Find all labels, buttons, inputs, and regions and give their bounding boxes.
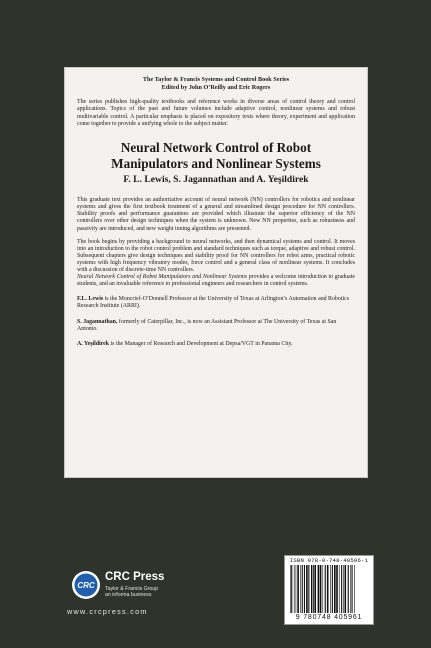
- barcode-bar: [313, 565, 314, 613]
- barcode-bar: [334, 565, 336, 613]
- author-bio-text: formerly of Caterpillar, Inc., is now an Assistant Professor at The University of Texas at San Antonio.: [77, 318, 337, 332]
- series-title: The Taylor & Francis Systems and Control Book Series: [142, 76, 290, 83]
- barcode-bar: [323, 565, 324, 613]
- barcode-bar: [306, 565, 308, 613]
- isbn-label: ISBN 978-0-748-40596-1: [289, 557, 369, 564]
- barcode-bar: [311, 565, 312, 613]
- barcode-bar: [318, 565, 320, 613]
- barcode-bar: [304, 565, 305, 613]
- barcode-bar: [339, 565, 340, 613]
- svg-text:CRC: CRC: [77, 581, 95, 590]
- barcode-bar: [350, 565, 351, 613]
- crc-press-logo: [71, 570, 191, 604]
- barcode-bar: [291, 565, 292, 613]
- barcode-bar: [341, 565, 342, 613]
- description-paragraph-1: This graduate text provides an authoritative account of neural network (NN) controllers for robotics and nonlinear systems and gives the first textbook treatment of a general and streamlined design procedure for NN controllers. Stability proofs and performance guarantees are provided which illustrate the superior efficiency of the NN controllers over other design techniques when the system is unknown. New NN properties, such as robustness and passivity are introduced, and new weight tuning algorithms are presented.: [77, 197, 355, 232]
- book-title-line-2: Manipulators and Nonlinear Systems: [111, 155, 321, 171]
- publisher-tagline: an informa business: [105, 592, 152, 598]
- barcode-bar: [308, 565, 309, 613]
- book-title-line-1: Neural Network Control of Robot: [120, 140, 312, 156]
- isbn-barcode: [284, 555, 374, 625]
- barcode-bar: [314, 565, 316, 613]
- barcode-bar: [352, 565, 353, 613]
- barcode-bar: [348, 565, 349, 613]
- barcode-bar: [343, 565, 344, 613]
- series-editors: Edited by John O’Reilly and Eric Rogers: [161, 84, 271, 91]
- author-bio-name: F.L. Lewis: [77, 296, 104, 303]
- series-description: The series publishes high-quality textbooks and reference works in diverse areas of control theory and control applications. Topics of the past and future volumes include adaptive control, nonlinear systems and robust multivariable control. A particular emphasis is placed on expository texts where theory, experiment and application come together to provide a unifying whole to the subject matter.: [77, 99, 355, 127]
- barcode-bar: [294, 565, 295, 613]
- book-title-italic: Neural Network Control of Robot Manipulators and Nonlinear Systems: [77, 274, 248, 281]
- barcode-bar: [290, 565, 291, 613]
- author-bio-jagannathan: [77, 319, 355, 333]
- back-cover-text-panel: [64, 67, 368, 478]
- publisher-group: Taylor & Francis Group: [105, 586, 159, 592]
- barcode-bar: [336, 565, 338, 613]
- publisher-name: CRC Press: [105, 571, 165, 583]
- barcode-bar: [300, 565, 301, 613]
- barcode-bar: [345, 565, 347, 613]
- author-bio-text: is the Manager of Research and Development at Depsa/VGT in Panama City.: [109, 340, 293, 347]
- description-paragraph-3-text: provides a welcome introduction to graduate students, and an invaluable reference to professional engineers and researchers in control systems.: [77, 274, 355, 288]
- ean-number: 9 780748 405961: [295, 614, 363, 621]
- barcode-bar: [297, 565, 299, 613]
- author-bio-text: is the Moncrief-O’Donnell Professor at the University of Texas at Arlington’s Automation and Robotics Research Institute (ARRI).: [77, 296, 350, 310]
- author-bio-name: S. Jagannathan,: [77, 318, 118, 325]
- author-bio-yesildirek: [77, 341, 355, 348]
- author-bio-lewis: [77, 296, 355, 310]
- barcode-bars: [290, 565, 368, 613]
- barcode-bar: [327, 565, 329, 613]
- description-paragraph-3: [77, 274, 355, 288]
- description-paragraph-2: The book begins by providing a background to neural networks, and then dynamical systems and control. It moves into an introduction to the robot control problem and standard techniques such as torque, adaptive and robust control. Subsequent chapters give design techniques and stability proof for NN controllers for robot arms, practical robotic systems with high frequency vibratory modes, force control and a general class of nonlinear systems. It concludes with a discussion of discrete-time NN controllers.: [77, 238, 355, 274]
- barcode-bar: [325, 565, 326, 613]
- barcode-bar: [330, 565, 331, 613]
- author-bio-name: A. Yeşildirek: [77, 340, 110, 347]
- barcode-bar: [354, 565, 355, 613]
- publisher-url: www.crcpress.com: [67, 607, 148, 616]
- book-title: [77, 140, 355, 171]
- book-authors: F. L. Lewis, S. Jagannathan and A. Yeşildirek: [123, 174, 309, 186]
- crc-logo-icon: [71, 570, 101, 600]
- barcode-bar: [332, 565, 333, 613]
- barcode-bar: [302, 565, 303, 613]
- barcode-bar: [296, 565, 297, 613]
- barcode-bar: [320, 565, 322, 613]
